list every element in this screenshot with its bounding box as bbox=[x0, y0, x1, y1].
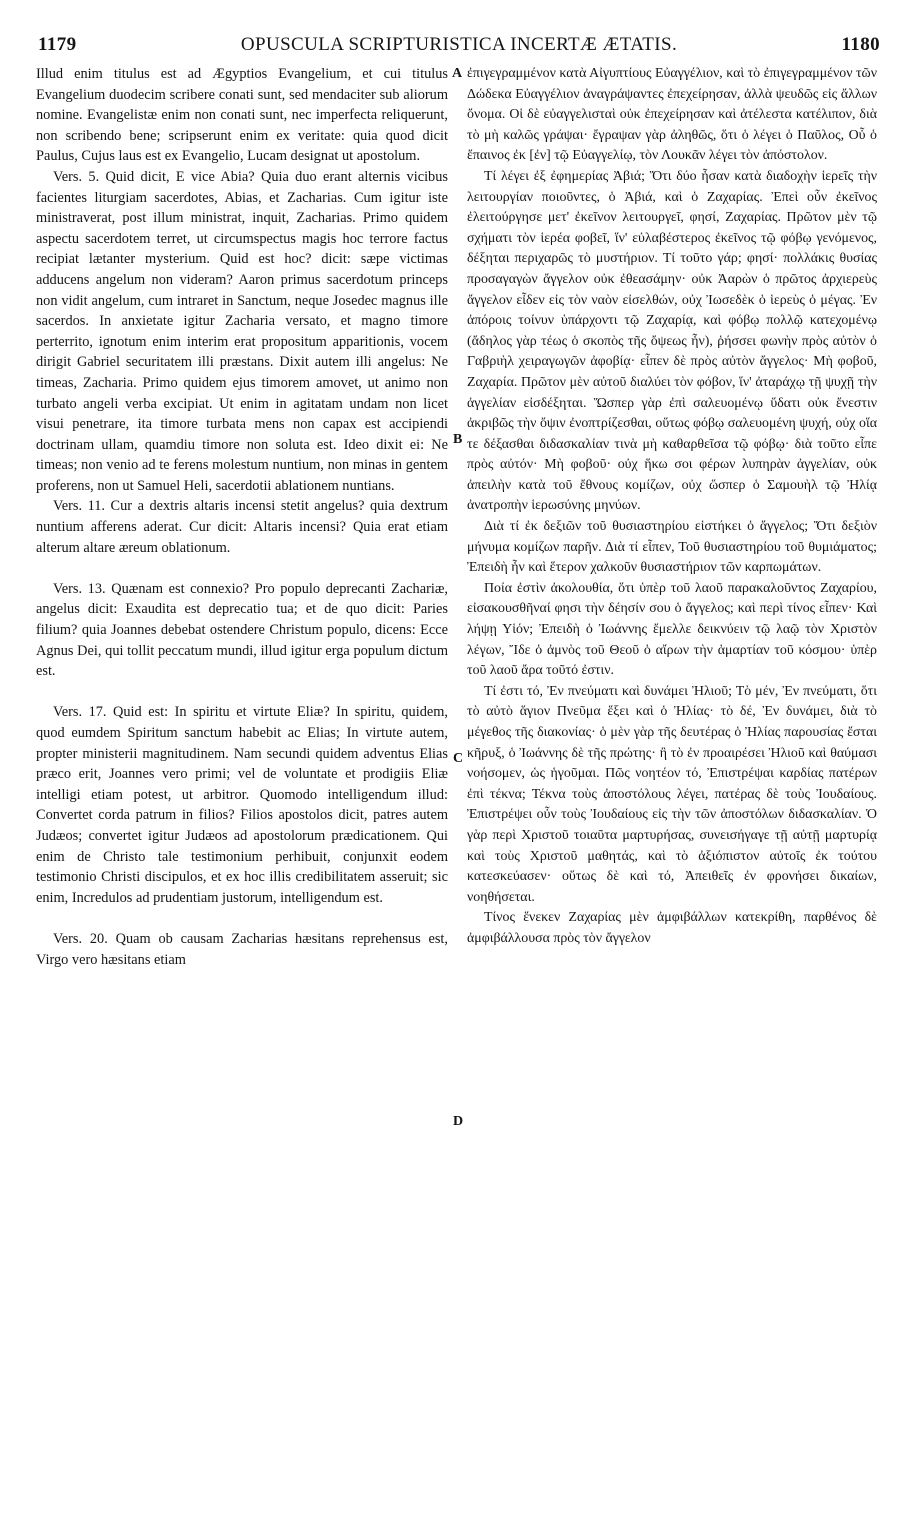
latin-paragraph: Vers. 17. Quid est: In spiritu et virtute Eliæ? In spiritu, quidem, quod eumdem Spiritum sanctum habebit ac Elias; In virtute autem, propter ministerii magnitudinem. Nam secundi quidem adventus Elias præco erit, Joannes vero primi; vel de voluntate et prodigiis Eliæ intelligi etiam potest, ut arbitror. Quomodo intelligendum illud: Convertet corda patrum in filios? Filios apostolos dicit, patres autem Judæos; convertet igitur Judæos ad apostolorum prædicationem. Qui enim de Christo tale testimonium perhibuit, conjunxit eodem testimonio Christi discipulos, et ex hoc illis credibilitatem asseruit; sic enim, Incredulos ad prudentiam justorum, intelligendum est. bbox=[36, 704, 448, 906]
margin-letter-d: D bbox=[453, 1114, 464, 1129]
running-head bbox=[38, 34, 880, 60]
greek-column bbox=[467, 64, 877, 1534]
latin-paragraph: Vers. 5. Quid dicit, E vice Abia? Quia duo erant alternis vicibus facientes liturgiam sacerdotes, Abias, et Zacharias. Cum igitur iste ministraverat, post illum ministrat, inquit, Zacharias. Primo quidem aspectu sacerdotem terret, ut circumspectus magis hoc terrore factus recipiat lætanter mysterium. Quid est hoc? dicit: sæpe victimas adducens angelum non videram? Aaron primus sacerdotum princeps non vidit angelum, cum intraret in Sanctum, neque Josedec magnus ille sacerdos. In anxietate igitur Zacharia versato, et magno timore perterrito, ignotum enim interim erat propositum apparitionis, vocem dirigit Gabriel securitatem illi præstans. Dixit autem illi angelus: Ne timeas, Zacharia. Primo quidem ejus timorem amovet, ut animo non turbato angeli verba excipiat. Ut enim in agitatam undam non licet visui penetrare, ita timore turbata mens non capax est accipiendi doctrinam ullam, quamdiu timore non soluta est. Ideo dixit ei: Ne timeas; non venio ad te ferens molestum nuntium, non minas in gentem proferens, non ut Samuel Heli, sacerdotii ablationem nuntians. bbox=[36, 168, 448, 494]
greek-paragraph: Διὰ τί ἐκ δεξιῶν τοῦ θυσιαστηρίου εἱστήκει ὁ ἄγγελος; Ὅτι δεξιὸν μήνυμα κομίζων παρῆν. Διὰ τί εἶπεν, Τοῦ θυσιαστηρίου τοῦ θυμιάματος; Ἐπειδὴ ἦν καὶ ἕτερον χαλκοῦν θυσιαστήριον τῶν καρπωμάτων. bbox=[467, 519, 877, 576]
latin-column bbox=[36, 64, 448, 1534]
page-number-left: 1179 bbox=[38, 34, 77, 55]
latin-paragraph: Vers. 20. Quam ob causam Zacharias hæsitans reprehensus est, Virgo vero hæsitans etiam bbox=[36, 930, 448, 968]
greek-paragraph: Ποία ἐστὶν ἀκολουθία, ὅτι ὑπὲρ τοῦ λαοῦ παρακαλοῦντος Ζαχαρίου, εἰσακουσθῆναί φησι τὴν δέησίν σου ὁ ἄγγελος; καὶ περὶ τίνος εἶπεν· Καὶ λήψῃ Υἱόν; Ἐπειδὴ ὁ Ἰωάννης ἔμελλε δεικνύειν τῷ λαῷ τὸν Χριστὸν λέγων, Ἴδε ὁ ἀμνὸς τοῦ Θεοῦ ὁ αἴρων τὴν ἁμαρτίαν τοῦ κόσμου· ὑπὲρ τοῦ λαοῦ ἄρα τοῦτό ἐστιν. bbox=[467, 580, 877, 679]
margin-letter-a: A bbox=[452, 66, 463, 81]
margin-letter-b: B bbox=[453, 432, 463, 447]
greek-paragraph: ἐπιγεγραμμένον κατὰ Αἰγυπτίους Εὐαγγέλιον, καὶ τὸ ἐπιγεγραμμένον τῶν Δώδεκα Εὐαγγέλιον ἀναγράψαντες ἐπεχείρησαν, ἀλλὰ ψευδῶς εἰς ἄλλων ὄνομα. Οἱ δὲ εὐαγγελισταὶ οὐκ ἐπεχείρησαν καὶ ἀτέλεστα κατέλιπον, διὰ τὸ μὴ καλῶς γράψαι· ἔγραψαν γὰρ ἀληθῶς, ὅτι ὁ λέγει ὁ Παῦλος, Οὗ ὁ ἔπαινος ἐκ [ἐν] τῷ Εὐαγγελίῳ, τὸν Λουκᾶν λέγει τὸν ἀπόστολον. bbox=[467, 66, 877, 164]
margin-letter-c: C bbox=[453, 751, 464, 766]
latin-paragraph: Vers. 13. Quænam est connexio? Pro populo deprecanti Zachariæ, angelus dicit: Exaudita est deprecatio tua; et de quo dicit: Paries filium? quia Joannes debebat ostendere Christum populo, dicens: Ecce Agnus Dei, qui tollit peccatum mundi, illud igitur erga populum dictum est. bbox=[36, 580, 448, 680]
running-title: OPUSCULA SCRIPTURISTICA INCERTÆ ÆTATIS. bbox=[240, 34, 678, 55]
greek-paragraph: Τίνος ἕνεκεν Ζαχαρίας μὲν ἀμφιβάλλων κατεκρίθη, παρθένος δὲ ἀμφιβάλλουσα πρὸς τὸν ἄγγελον bbox=[467, 910, 877, 946]
latin-paragraph: Illud enim titulus est ad Ægyptios Evangelium, et cui titulus Evangelium duodecim scribere conati sunt, sed mendaciter sub aliorum nomine. Evangelistæ enim non conati sunt, nec imperfecta reliquerunt, non scribendo bene; scripserunt enim ex veritate: quia quod dicit Paulus, Cujus laus est ex Evangelio, Lucam designat ut apostolum. bbox=[36, 66, 448, 165]
latin-paragraph: Vers. 11. Cur a dextris altaris incensi stetit angelus? quia dextrum nuntium afferens aderat. Cur dicit: Altaris incensi? Quia erat etiam alterum altare æreum oblationum. bbox=[36, 498, 448, 556]
greek-paragraph: Τί ἐστι τό, Ἐν πνεύματι καὶ δυνάμει Ἠλιοῦ; Τὸ μέν, Ἐν πνεύματι, ὅτι τὸ αὐτὸ ἅγιον Πνεῦμα ἕξει καὶ ὁ Ἠλίας· τὸ δέ, Ἐν δυνάμει, διὰ τὸ μέγεθος τῆς διακονίας· ὁ μὲν γὰρ τῆς δευτέρας ὁ Ἠλίας παρουσίας ἔσται κῆρυξ, ὁ Ἰωάννης δὲ τῆς πρώτης· ἢ τὸ ἐν προαιρέσει Ἠλιοῦ καὶ θαύμασι νοήσομεν, ὡς ἡγοῦμαι. Πῶς νοητέον τό, Ἐπιστρέψαι καρδίας πατέρων ἐπὶ τέκνα; Τέκνα τοὺς ἀποστόλους λέγει, πατέρας δὲ τοὺς Ἰουδαίους. Ἐπιστρέψει οὖν τοὺς Ἰουδαίους εἰς τὴν τῶν ἀποστόλων διδασκαλίαν. Ὁ γὰρ περὶ Χριστοῦ τοιαῦτα μαρτυρήσας, συνεισήγαγε τῇ αὐτῇ μαρτυρίᾳ καὶ τοὺς Χριστοῦ μαθητάς, καὶ τὸ ἀξιόπιστον αὐτοῖς ἐκ τούτου κατεσκεύασεν· οὕτως δὲ καὶ τό, Ἀπειθεῖς ἐν φρονήσει δικαίων, νοηθήσεται. bbox=[467, 683, 877, 905]
greek-paragraph: Τί λέγει ἐξ ἐφημερίας Ἀβιά; Ὅτι δύο ἦσαν κατὰ διαδοχὴν ἱερεῖς τὴν λειτουργίαν ποιοῦντες, ὁ Ἀβιά, καὶ ὁ Ζαχαρίας. Ἐπεὶ οὖν ἐκεῖνος ἐλειτούργησε μετ' ἐκεῖνον λειτουργεῖ, φησί, Ζαχαρίας. Πρῶτον μὲν τῷ σχήματι τὸν ἱερέα φοβεῖ, ἵν' εὐλαβέστερος ἐκεῖνος τῷ φόβῳ γενόμενος, δέξηται περιχαρῶς τὸ μυστήριον. Τί τοῦτο γάρ; φησί· πολλάκις θυσίας προσαγαγὼν ἄγγελον οὐκ ἐθεασάμην· οὐκ Ἀαρὼν ὁ πρῶτος ἀρχιερεὺς ἄγγελον εἶδεν εἰς τὸν ναὸν εἰσελθών, οὐχ Ἰωσεδὲκ ὁ ἱερεὺς ὁ μέγας. Ἐν ἀπόροις τοίνυν ὑπάρχοντι τῷ Ζαχαρίᾳ, καὶ φόβῳ πολλῷ κατεχομένῳ (ἄδηλος γὰρ τέως ὁ σκοπὸς τῆς ὄψεως ἦν), ῥήσσει φωνὴν πρὸς αὐτὸν ὁ Γαβριὴλ χειραγωγῶν ἀφοβίᾳ· εἶπεν δὲ πρὸς αὐτὸν ἄγγελος· Μὴ φοβοῦ, Ζαχαρία. Πρῶτον μὲν αὐτοῦ διαλύει τὸν φόβον, ἵν' ἀταράχῳ τῇ ψυχῇ τὴν ἀγγελίαν εἰσδέξηται. Ὥσπερ γὰρ ἐπὶ σαλευομένῳ ὕδατι οὐκ ἔνεστιν ἀκριβῶς τὴν ὄψιν ἐνοπτρίζεσθαι, οὕτως φόβῳ σαλευομένη ψυχή, οὐχ οἵα τε δέξασθαι διδασκαλίαν τινὰ μὴ καθαρθεῖσα τῷ φόβῳ· διὰ τοῦτο εἶπε πρὸς αὐτόν· Μὴ φοβοῦ· οὐχ ἥκω σοι φέρων λυπηρὰν ἀγγελίαν, οὐκ ἀπειλὴν κατὰ τοῦ ἔθνους κομίζων, οὐχ ὥσπερ ὁ Σαμουὴλ τῷ Ἠλίᾳ ἀνατροπὴν ἱερωσύνης μηνύων. bbox=[467, 168, 877, 514]
page-number-right: 1180 bbox=[841, 34, 880, 55]
